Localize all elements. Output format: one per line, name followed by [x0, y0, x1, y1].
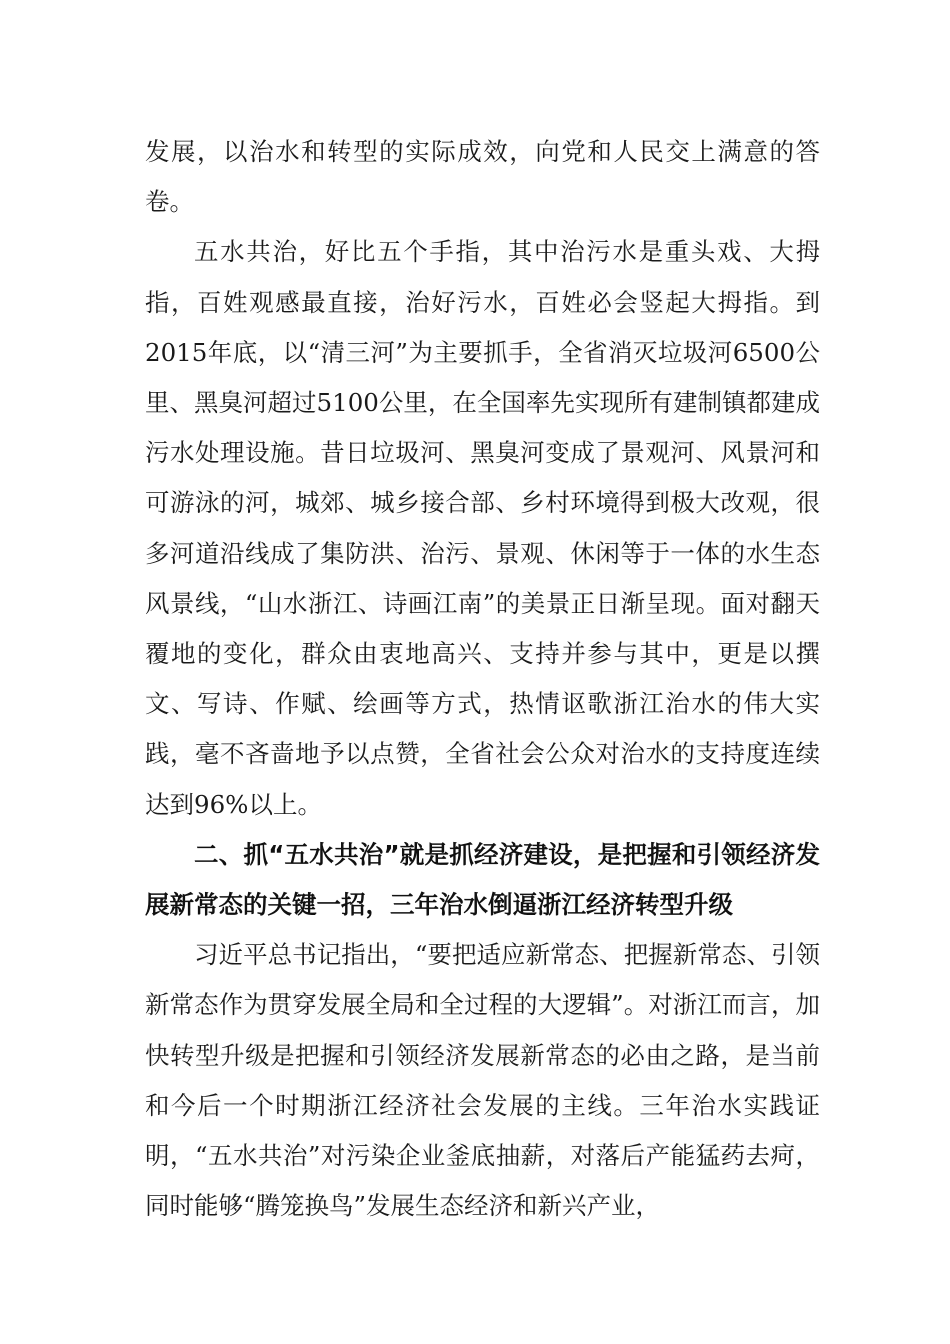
document-body — [145, 127, 820, 1231]
section-heading-two: 二、抓“五水共治”就是抓经济建设，是把握和引领经济发展新常态的关键一招，三年治水倒逼浙江经济转型升级 — [145, 839, 820, 920]
paragraph-continuation: 发展，以治水和转型的实际成效，向党和人民交上满意的答卷。 — [145, 137, 820, 217]
paragraph-new-normal: 习近平总书记指出，“要把适应新常态、把握新常态、引领新常态作为贯穿发展全局和全过程的大逻辑”。对浙江而言，加快转型升级是把握和引领经济发展新常态的必由之路，是当前和今后一个时期浙江经济社会发展的主线。三年治水实践证明，“五水共治”对污染企业釜底抽薪，对落后产能猛药去疴，同时能够“腾笼换鸟”发展生态经济和新兴产业， — [145, 940, 820, 1221]
paragraph-wushui-gongzhi: 五水共治，好比五个手指，其中治污水是重头戏、大拇指，百姓观感最直接，治好污水，百姓必会竖起大拇指。到2015年底，以“清三河”为主要抓手，全省消灭垃圾河6500公里、黑臭河超过5100公里，在全国率先实现所有建制镇都建成污水处理设施。昔日垃圾河、黑臭河变成了景观河、风景河和可游泳的河，城郊、城乡接合部、乡村环境得到极大改观，很多河道沿线成了集防洪、治污、景观、休闲等于一体的水生态风景线，“山水浙江、诗画江南”的美景正日渐呈现。面对翻天覆地的变化，群众由衷地高兴、支持并参与其中，更是以撰文、写诗、作赋、绘画等方式，热情讴歌浙江治水的伟大实践，毫不吝啬地予以点赞，全省社会公众对治水的支持度连续达到96%以上。 — [145, 237, 820, 819]
